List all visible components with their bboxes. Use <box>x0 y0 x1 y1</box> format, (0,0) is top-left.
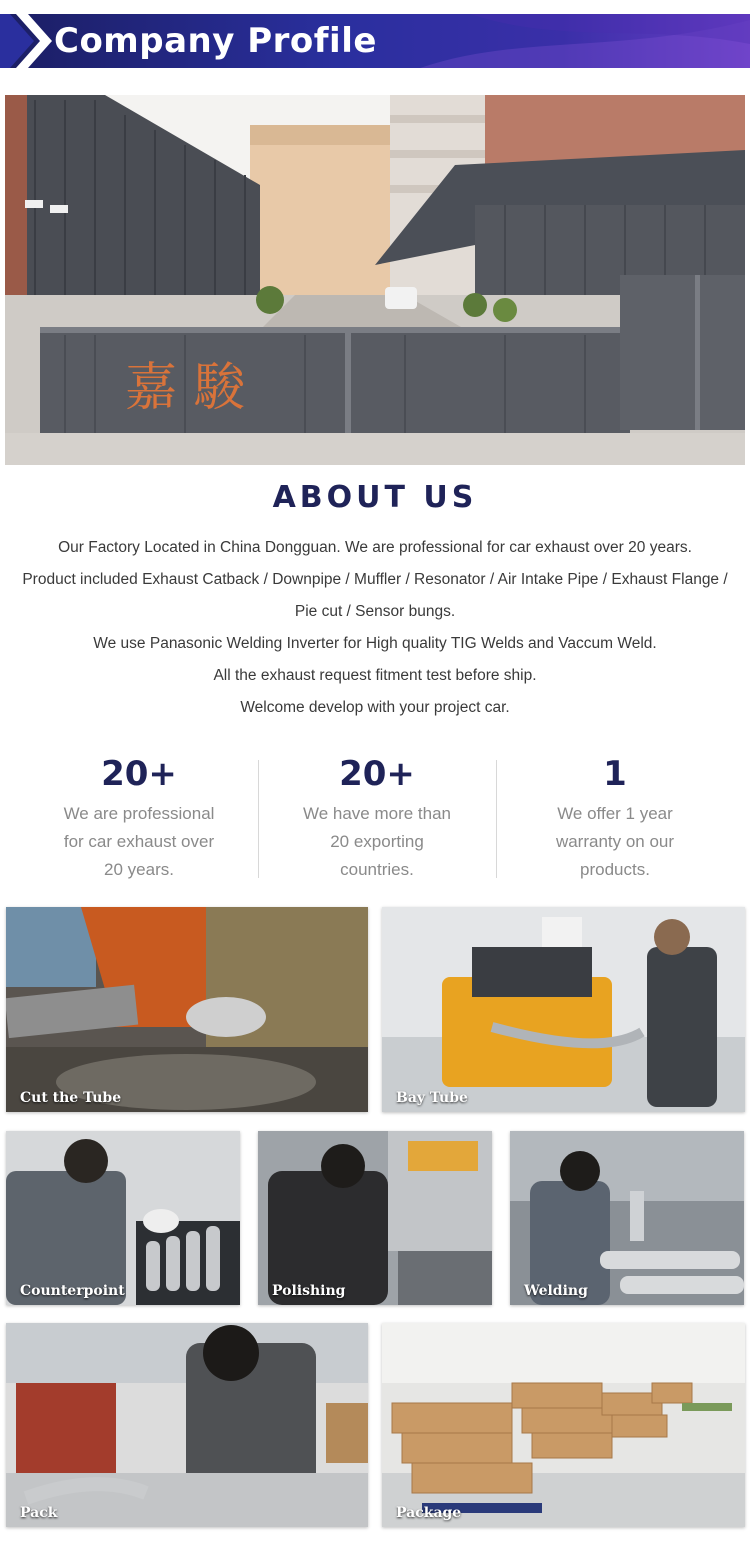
stat-value: 20+ <box>339 754 415 794</box>
gate-sign-text: 嘉 駿 <box>125 358 246 418</box>
photo-label: Bay Tube <box>396 1090 468 1106</box>
stat-warranty <box>496 752 734 882</box>
about-line: All the exhaust request fitment test before ship. <box>213 667 537 684</box>
about-line: Our Factory Located in China Dongguan. We are professional for car exhaust over 20 years. <box>58 539 692 556</box>
stat-experience <box>20 752 258 882</box>
photo-label: Counterpoint <box>20 1283 125 1299</box>
photo-cut-the-tube <box>6 907 368 1112</box>
about-line: Product included Exhaust Catback / Downpipe / Muffler / Resonator / Air Intake Pipe / Exhaust Flange / Pie cut / Sensor bungs. <box>22 571 728 620</box>
stat-description: We are professional for car exhaust over 20 years. <box>63 804 215 879</box>
photo-bay-tube <box>382 907 745 1112</box>
stats-row <box>20 752 734 882</box>
photo-pack <box>6 1323 368 1527</box>
about-line: We use Panasonic Welding Inverter for High quality TIG Welds and Vaccum Weld. <box>93 635 657 652</box>
photo-label: Polishing <box>272 1283 346 1299</box>
stat-description: We offer 1 year warranty on our products. <box>555 804 675 879</box>
photo-polishing <box>258 1131 492 1305</box>
photo-label: Welding <box>524 1283 588 1299</box>
about-us-text <box>20 532 730 724</box>
photo-package <box>382 1323 745 1527</box>
stat-value: 20+ <box>101 754 177 794</box>
about-us-heading: ABOUT US <box>272 480 478 515</box>
banner-title: Company Profile <box>54 21 377 61</box>
stat-countries <box>258 752 496 882</box>
company-profile-banner <box>0 14 750 68</box>
stat-value: 1 <box>603 754 627 794</box>
about-line: Welcome develop with your project car. <box>240 699 510 716</box>
photo-label: Package <box>396 1505 462 1521</box>
photo-counterpoint <box>6 1131 240 1305</box>
photo-label: Pack <box>20 1505 58 1521</box>
factory-gate-photo <box>5 95 745 465</box>
stat-description: We have more than 20 exporting countries. <box>302 804 452 879</box>
photo-welding <box>510 1131 744 1305</box>
photo-label: Cut the Tube <box>20 1090 122 1106</box>
